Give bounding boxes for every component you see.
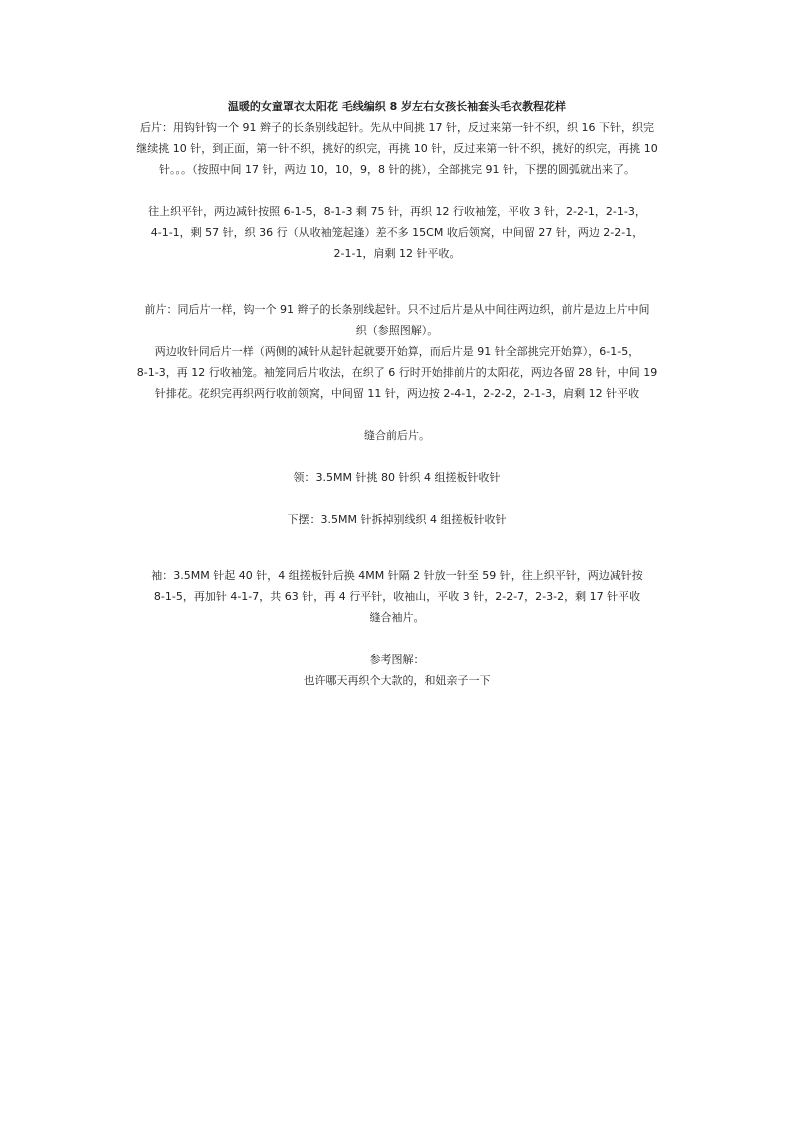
- sleeve-line-2: 8-1-5，再加针 4-1-7，共 63 针，再 4 行平针，收袖山，平收 3 针，2-2-7，2-3-2，剩 17 针平收: [153, 590, 641, 603]
- seam-front-back: 缝合前后片。: [364, 429, 430, 442]
- spacer: [110, 488, 684, 509]
- spacer: [110, 404, 684, 425]
- spacer: [110, 530, 684, 565]
- front-piece-line-3: 两边收针同后片一样（两侧的减针从起针起就要开始算，而后片是 91 针全部挑完开始算），6-1-5，: [154, 345, 640, 358]
- sleeve-line-1: 袖：3.5MM 针起 40 针，4 组搓板针后换 4MM 针隔 2 针放一针至 59 针，往上织平针，两边减针按: [151, 569, 643, 582]
- document-title: 温暖的女童罩衣太阳花 毛线编织 8 岁左右女孩长袖套头毛衣教程花样: [227, 100, 567, 113]
- back-piece-line-3: 针。。。（按照中间 17 针，两边 10，10，9，8 针的挑），全部挑完 91 针，下摆的圆弧就出来了。: [159, 163, 635, 176]
- back-piece-line-1: 后片：用钩针钩一个 91 辫子的长条别线起针。先从中间挑 17 针，反过来第一针不织，织 16 下针，织完: [140, 121, 654, 134]
- front-piece-line-4: 8-1-3，再 12 行收袖笼。袖笼同后片收法，在织了 6 行时开始排前片的太阳花，两边各留 28 针，中间 19: [136, 366, 658, 379]
- front-piece-line-2: 织（参照图解）。: [355, 324, 439, 337]
- document-body: [110, 96, 684, 691]
- front-piece-line-5: 针排花。花织完再织两行收前领窝，中间留 11 针，两边按 2-4-1，2-2-2，2-1-3，肩剩 12 针平收: [154, 387, 640, 400]
- front-piece-line-1: 前片：同后片一样，钩一个 91 辫子的长条别线起针。只不过后片是从中间往两边织，前片是边上片中间: [144, 303, 650, 316]
- spacer: [110, 628, 684, 649]
- back-piece-2-line-2: 4-1-1，剩 57 针，织 36 行（从收袖笼起逢）差不多 15CM 收后领窝，中间留 27 针，两边 2-2-1，: [150, 226, 644, 239]
- spacer: [110, 180, 684, 201]
- hem-instructions: 下摆：3.5MM 针拆掉别线织 4 组搓板针收针: [287, 513, 507, 526]
- spacer: [110, 446, 684, 467]
- back-piece-2-line-1: 往上织平针，两边减针按照 6-1-5，8-1-3 剩 75 针，再织 12 行收袖笼，平收 3 针，2-2-1，2-1-3，: [148, 205, 646, 218]
- closing-remark: 也许哪天再织个大款的，和妞亲子一下: [303, 674, 491, 687]
- back-piece-2-line-3: 2-1-1，肩剩 12 针平收。: [333, 247, 461, 260]
- back-piece-line-2: 继续挑 10 针，到正面，第一针不织，挑好的织完，再挑 10 针，反过来第一针不织，挑好的织完，再挑 10: [136, 142, 658, 155]
- reference-label: 参考图解：: [369, 653, 425, 666]
- collar-instructions: 领：3.5MM 针挑 80 针织 4 组搓板针收针: [293, 471, 501, 484]
- spacer: [110, 264, 684, 299]
- sleeve-line-3: 缝合袖片。: [369, 611, 425, 624]
